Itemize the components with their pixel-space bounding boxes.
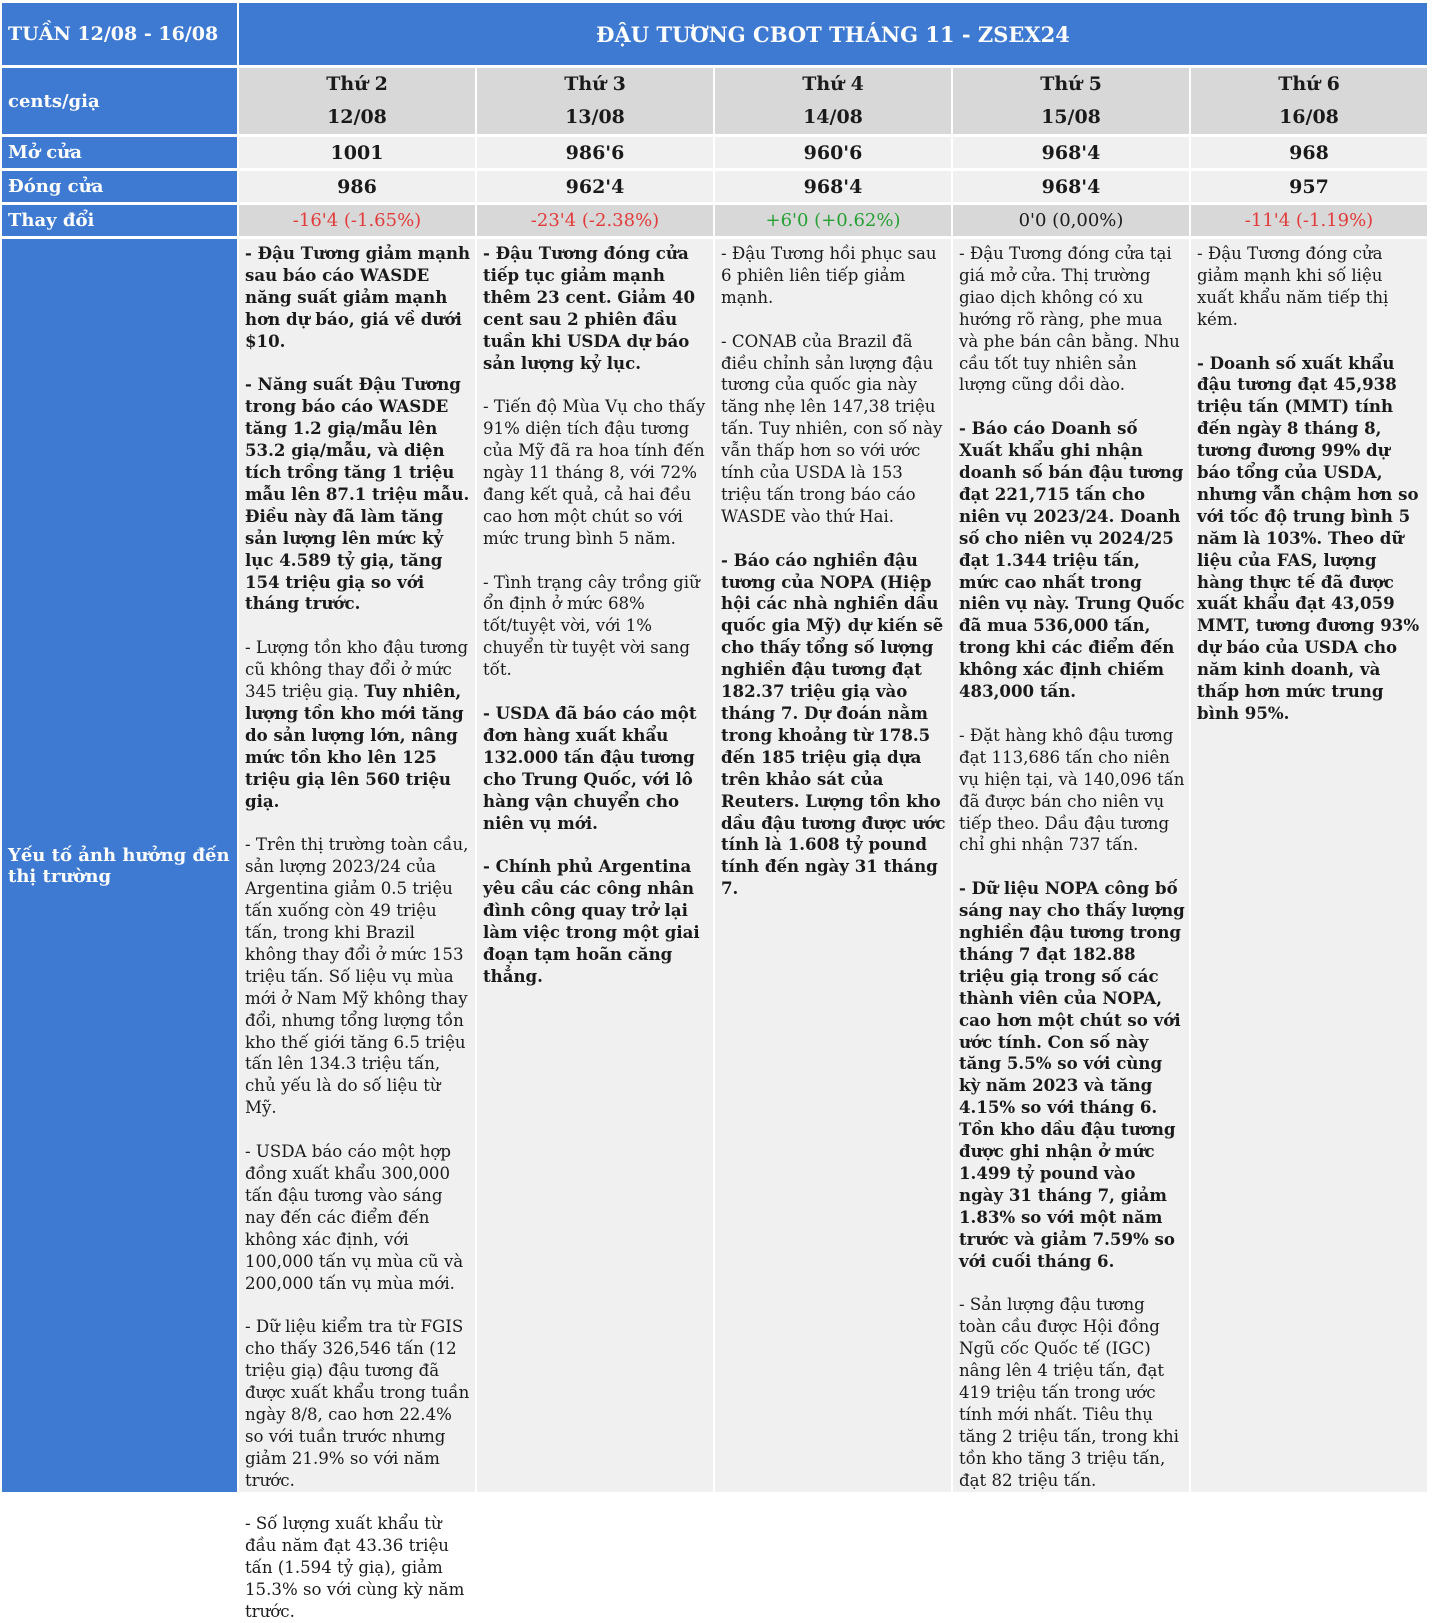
factor-paragraph bbox=[959, 418, 1185, 703]
close-price: 968'4 bbox=[715, 171, 951, 202]
factor-text: - Báo cáo nghiền đậu tương của NOPA (Hiệp hội các nhà nghiền dầu quốc gia Mỹ) dự kiến sẽ cho thấy tổng số lượng nghiền đậu tương đạt 182.37 triệu giạ vào tháng 7. Dự đoán nằm trong khoảng từ 178.5 đến 185 triệu giạ dựa trên khảo sát của Reuters. Lượng tồn kho dầu đậu tương được ước tính là 1.608 tỷ pound tính đến ngày 31 tháng 7. bbox=[721, 549, 946, 899]
date: 12/08 bbox=[327, 106, 387, 128]
factor-text: - Đậu Tương giảm mạnh sau báo cáo WASDE năng suất giảm mạnh hơn dự báo, giá về dưới $10. bbox=[245, 243, 471, 351]
factor-paragraph bbox=[721, 243, 947, 309]
factor-text: - Đậu Tương đóng cửa tại giá mở cửa. Thị trường giao dịch không có xu hướng rõ ràng, phe mua và phe bán cân bằng. Nhu cầu tốt tuy nhiên sản lượng cũng dồi dào. bbox=[959, 244, 1180, 395]
factor-text: - Đậu Tương hồi phục sau 6 phiên liên tiếp giảm mạnh. bbox=[721, 244, 937, 307]
day-header bbox=[953, 68, 1189, 134]
close-price: 957 bbox=[1191, 171, 1427, 202]
weekday: Thứ 5 bbox=[1040, 73, 1102, 95]
open-label: Mở cửa bbox=[2, 137, 237, 168]
factor-paragraph bbox=[959, 878, 1185, 1272]
factor-text: - Đặt hàng khô đậu tương đạt 113,686 tấn cho niên vụ hiện tại, và 140,096 tấn đã được bán cho niên vụ tiếp theo. Dầu đậu tương chỉ ghi nhận 737 tấn. bbox=[959, 725, 1185, 855]
close-price: 968'4 bbox=[953, 171, 1189, 202]
factor-paragraph bbox=[959, 725, 1185, 856]
factor-text: - Sản lượng đậu tương toàn cầu được Hội đồng Ngũ cốc Quốc tế (IGC) nâng lên 4 triệu tấn, đạt 419 triệu tấn trong ước tính mới nhất. Tiêu thụ tăng 2 triệu tấn, trong khi tồn kho tăng 3 triệu tấn, đạt 82 triệu tấn. bbox=[959, 1295, 1179, 1490]
weekday: Thứ 2 bbox=[326, 73, 388, 95]
market-factors bbox=[239, 239, 475, 1622]
factor-paragraph bbox=[1197, 243, 1423, 331]
factor-text: - USDA đã báo cáo một đơn hàng xuất khẩu 132.000 tấn đậu tương cho Trung Quốc, với lô hàng vận chuyển cho niên vụ mới. bbox=[483, 702, 697, 833]
change-label: Thay đổi bbox=[2, 205, 237, 236]
factor-paragraph bbox=[245, 1316, 471, 1491]
factor-paragraph bbox=[721, 550, 947, 901]
factor-text: - USDA báo cáo một hợp đồng xuất khẩu 300,000 tấn đậu tương vào sáng nay đến các điểm đến không xác định, với 100,000 tấn vụ mùa cũ và 200,000 tấn vụ mùa mới. bbox=[245, 1142, 464, 1293]
factor-paragraph bbox=[245, 374, 471, 615]
close-price: 962'4 bbox=[477, 171, 713, 202]
market-factors bbox=[1191, 239, 1427, 1492]
price-change: -16'4 (-1.65%) bbox=[239, 205, 475, 236]
weekday: Thứ 4 bbox=[802, 73, 864, 95]
table-title: ĐẬU TƯƠNG CBOT THÁNG 11 - ZSEX24 bbox=[239, 3, 1427, 65]
factor-text: - Lượng tồn kho đậu tương cũ không thay đổi ở mức 345 triệu giạ. bbox=[245, 638, 469, 702]
date: 13/08 bbox=[565, 106, 625, 128]
price-change: -23'4 (-2.38%) bbox=[477, 205, 713, 236]
factor-text: Tuy nhiên, lượng tồn kho mới tăng do sản lượng lớn, nâng mức tồn kho lên 125 triệu giạ lên 560 triệu giạ. bbox=[245, 681, 464, 811]
unit-label: cents/giạ bbox=[2, 68, 237, 134]
weekday: Thứ 3 bbox=[564, 73, 626, 95]
price-change: +6'0 (+0.62%) bbox=[715, 205, 951, 236]
factor-paragraph bbox=[245, 637, 471, 812]
factor-text: - Đậu Tương đóng cửa tiếp tục giảm mạnh thêm 23 cent. Giảm 40 cent sau 2 phiên đầu tuần khi USDA dự báo sản lượng kỷ lục. bbox=[483, 243, 696, 373]
factor-text: - Tiến độ Mùa Vụ cho thấy 91% diện tích đậu tương của Mỹ đã ra hoa tính đến ngày 11 tháng 8, với 72% đang kết quả, cả hai đều cao hơn một chút so với mức trung bình 5 năm. bbox=[483, 397, 706, 548]
price-change: -11'4 (-1.19%) bbox=[1191, 205, 1427, 236]
factor-text: - Doanh số xuất khẩu đậu tương đạt 45,938 triệu tấn (MMT) tính đến ngày 8 tháng 8, tương đương 99% dự báo tổng của USDA, nhưng vẫn chậm hơn so với tốc độ trung bình 5 năm là 103%. Theo dữ liệu của FAS, lượng hàng thực tế đã được xuất khẩu đạt 43,059 MMT, tương đương 93% dự báo của USDA cho năm kinh doanh, và thấp hơn mức trung bình 95%. bbox=[1197, 352, 1420, 724]
factor-text: - Dữ liệu kiểm tra từ FGIS cho thấy 326,546 tấn (12 triệu giạ) đậu tương đã được xuất khẩu trong tuần ngày 8/8, cao hơn 22.4% so với tuần trước nhưng giảm 21.9% so với năm trước. bbox=[245, 1317, 470, 1490]
factor-paragraph bbox=[245, 1141, 471, 1294]
factor-text: - Trên thị trường toàn cầu, sản lượng 2023/24 của Argentina giảm 0.5 triệu tấn xuống còn 49 triệu tấn, trong khi Brazil không thay đổi ở mức 153 triệu tấn. Số liệu vụ mùa mới ở Nam Mỹ không thay đổi, nhưng tổng lượng tồn kho thế giới tăng 6.5 triệu tấn lên 134.3 triệu tấn, chủ yếu là do số liệu từ Mỹ. bbox=[245, 835, 469, 1118]
open-price: 968'4 bbox=[953, 137, 1189, 168]
open-price: 986'6 bbox=[477, 137, 713, 168]
market-factors bbox=[715, 239, 951, 1492]
factor-text: - Đậu Tương đóng cửa giảm mạnh khi số liệu xuất khẩu năm tiếp thị kém. bbox=[1197, 244, 1389, 329]
factor-paragraph bbox=[1197, 353, 1423, 725]
date: 15/08 bbox=[1041, 106, 1101, 128]
factor-text: - Năng suất Đậu Tương trong báo cáo WASDE tăng 1.2 giạ/mẫu lên 53.2 giạ/mẫu, và diện tích trồng tăng 1 triệu mẫu lên 87.1 triệu mẫu. Điều này đã làm tăng sản lượng lên mức kỷ lục 4.589 tỷ giạ, tăng 154 triệu giạ so với tháng trước. bbox=[245, 374, 470, 614]
price-change: 0'0 (0,00%) bbox=[953, 205, 1189, 236]
factor-text: - Dữ liệu NOPA công bố sáng nay cho thấy lượng nghiền đậu tương trong tháng 7 đạt 182.88 triệu giạ trong số các thành viên của NOPA, cao hơn một chút so với ước tính. Con số này tăng 5.5% so với cùng kỳ năm 2023 và tăng 4.15% so với tháng 6. Tồn kho dầu đậu tương được ghi nhận ở mức 1.499 tỷ pound vào ngày 31 tháng 7, giảm 1.83% so với một năm trước và giảm 7.59% so với cuối tháng 6. bbox=[959, 878, 1185, 1271]
factor-text: - Tình trạng cây trồng giữ ổn định ở mức 68% tốt/tuyệt vời, với 1% chuyển từ tuyệt vời sang tốt. bbox=[483, 572, 700, 680]
market-factors bbox=[477, 239, 713, 1492]
factor-paragraph bbox=[483, 856, 709, 987]
factor-paragraph bbox=[721, 331, 947, 528]
factors-label: Yếu tố ảnh hưởng đến thị trường bbox=[2, 239, 237, 1492]
factor-paragraph bbox=[483, 703, 709, 834]
date: 14/08 bbox=[803, 106, 863, 128]
factor-paragraph bbox=[245, 834, 471, 1119]
close-price: 986 bbox=[239, 171, 475, 202]
close-label: Đóng cửa bbox=[2, 171, 237, 202]
open-price: 1001 bbox=[239, 137, 475, 168]
factor-paragraph bbox=[483, 396, 709, 549]
factor-paragraph bbox=[959, 243, 1185, 396]
factor-paragraph bbox=[483, 243, 709, 374]
factor-text: - Chính phủ Argentina yêu cầu các công nhân đình công quay trở lại làm việc trong một giai đoạn tạm hoãn căng thẳng. bbox=[483, 856, 700, 986]
factor-paragraph bbox=[483, 572, 709, 682]
day-header bbox=[1191, 68, 1427, 134]
day-header bbox=[477, 68, 713, 134]
factor-paragraph bbox=[959, 1294, 1185, 1491]
factor-text: - CONAB của Brazil đã điều chỉnh sản lượng đậu tương của quốc gia này tăng nhẹ lên 147,38 triệu tấn. Tuy nhiên, con số này vẫn thấp hơn so với ước tính của USDA là 153 triệu tấn trong báo cáo WASDE vào thứ Hai. bbox=[721, 331, 943, 526]
week-label: TUẦN 12/08 - 16/08 bbox=[2, 3, 237, 65]
open-price: 968 bbox=[1191, 137, 1427, 168]
factor-text: - Số lượng xuất khẩu từ đầu năm đạt 43.36 triệu tấn (1.594 tỷ giạ), giảm 15.3% so với cùng kỳ năm trước. bbox=[245, 1514, 465, 1622]
day-header bbox=[239, 68, 475, 134]
day-header bbox=[715, 68, 951, 134]
factor-paragraph bbox=[245, 243, 471, 353]
factor-text: - Báo cáo Doanh số Xuất khẩu ghi nhận doanh số bán đậu tương đạt 221,715 tấn cho niên vụ 2023/24. Doanh số cho niên vụ 2024/25 đạt 1.344 triệu tấn, mức cao nhất trong niên vụ này. Trung Quốc đã mua 536,000 tấn, trong khi các điểm đến không xác định chiếm 483,000 tấn. bbox=[959, 418, 1185, 702]
date: 16/08 bbox=[1279, 106, 1339, 128]
factor-paragraph bbox=[245, 1513, 471, 1623]
open-price: 960'6 bbox=[715, 137, 951, 168]
market-factors bbox=[953, 239, 1189, 1492]
weekday: Thứ 6 bbox=[1278, 73, 1340, 95]
price-table bbox=[2, 3, 1427, 1622]
